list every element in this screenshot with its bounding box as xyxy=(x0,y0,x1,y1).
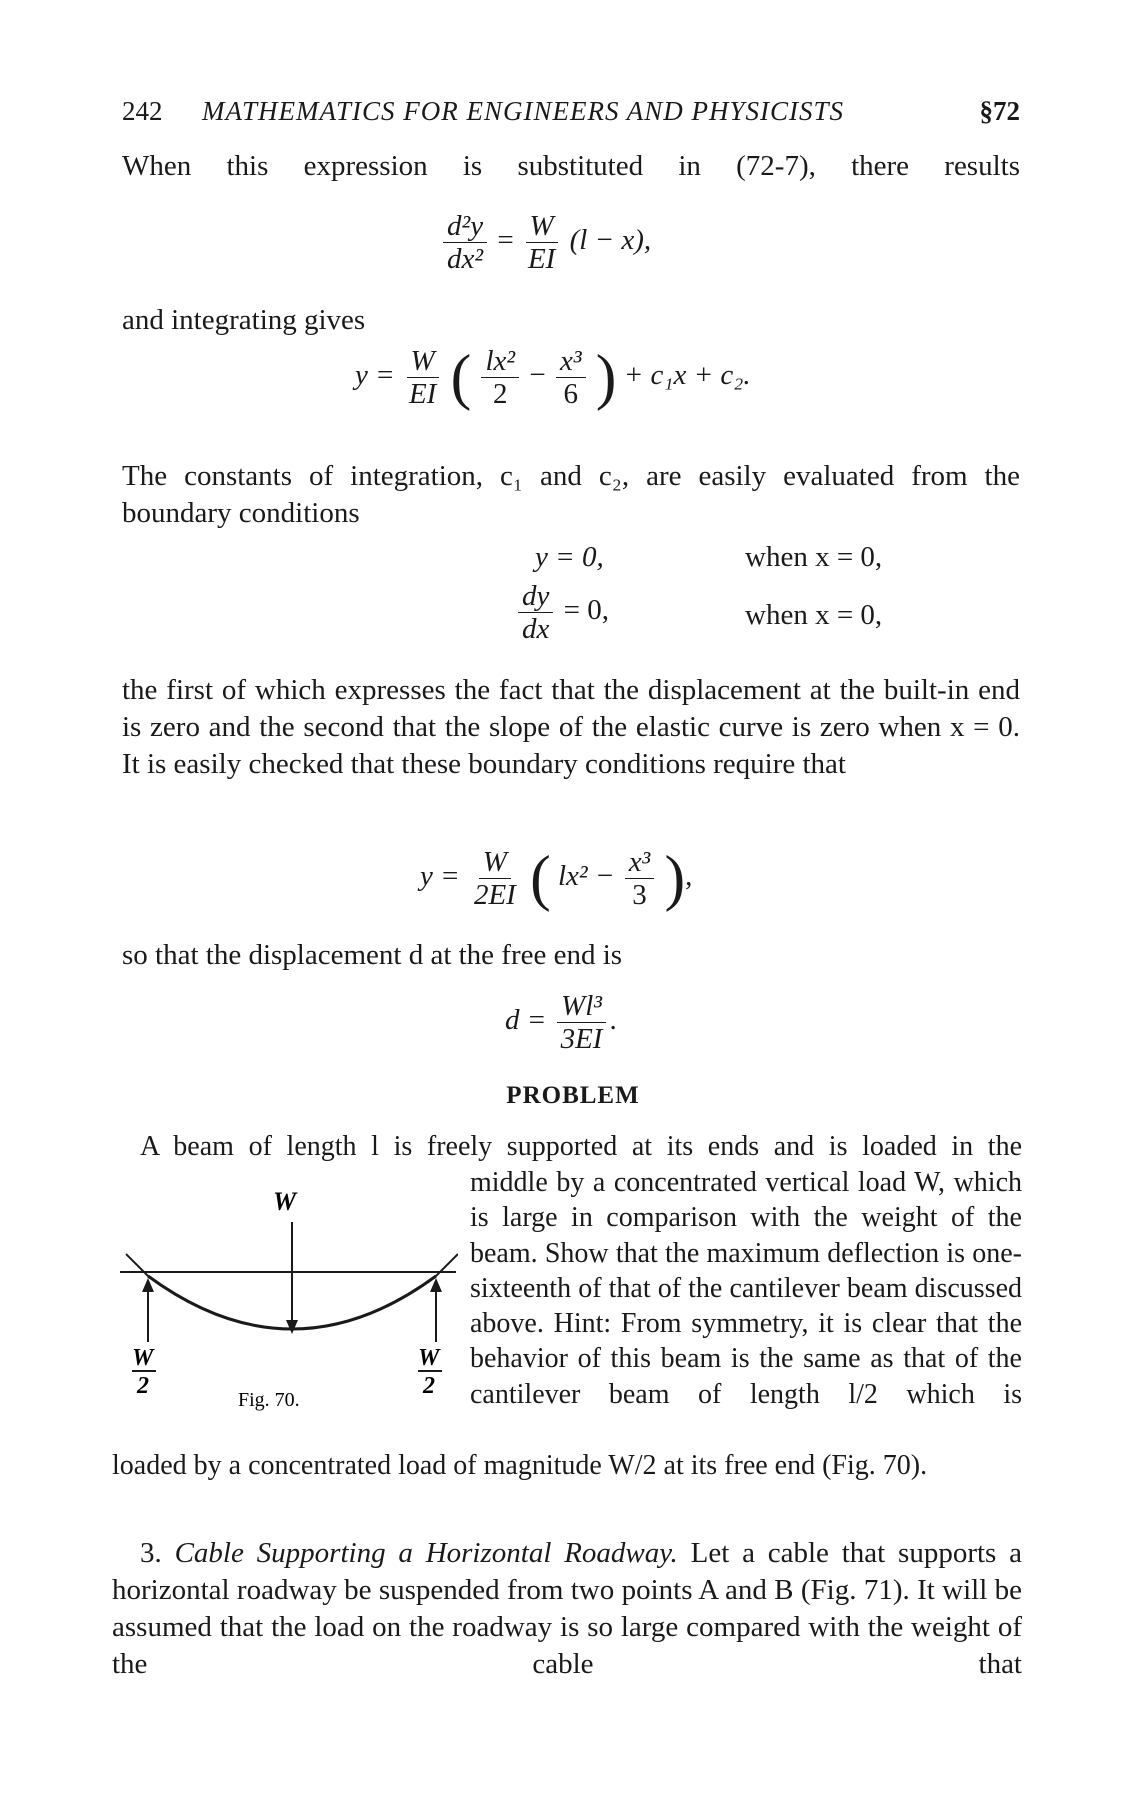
right-reaction-num: W xyxy=(418,1345,440,1371)
equation-4 xyxy=(505,990,617,1055)
page-number: 242 xyxy=(122,96,163,126)
eq2-f2-denominator: 2 xyxy=(493,378,508,410)
section-3-number: 3. xyxy=(140,1537,162,1569)
integrating-text: and integrating gives xyxy=(122,304,366,336)
left-reaction-num: W xyxy=(132,1345,154,1371)
figure-70 xyxy=(118,1182,458,1412)
bc1-lhs: y = 0, xyxy=(535,541,604,573)
eq2-f2-numerator: lx² xyxy=(481,345,519,378)
bc2-numerator: dy xyxy=(518,580,553,613)
figure-caption: Fig. 70. xyxy=(238,1389,300,1411)
eq4-numerator: Wl³ xyxy=(557,990,606,1023)
boundary-condition-1-when: when x = 0, xyxy=(745,541,883,573)
left-reaction-den: 2 xyxy=(137,1373,149,1399)
section-3-body: Let a cable that supports a horizontal roadway be suspended from two points A and B (Fig. 71). It will be assumed that the load on the roadway is so large compared with the weight of the cable that xyxy=(112,1537,1023,1680)
eq2-f3-denominator: 6 xyxy=(563,378,578,410)
equation-1: $\frac{\text{d²y}}{\text{dx²}}$ = $\frac{W}{EI}$ (l − x), xyxy=(440,210,651,275)
eq2-tail: + c₁x + c₂. xyxy=(623,359,751,392)
constants-paragraph: The constants of integration, c₁ and c₂, are easily evaluated from the boundary conditions xyxy=(122,460,1020,529)
eq4-period: . xyxy=(609,1004,617,1037)
problem-continuation: loaded by a concentrated load of magnitude W/2 at its free end (Fig. 70). xyxy=(112,1450,928,1481)
eq4-lhs: d = xyxy=(505,1004,547,1037)
section-3-paragraph xyxy=(112,1535,1022,1683)
load-label: W xyxy=(273,1187,297,1216)
equation-2: y = $\frac{W}{EI}$ ( $\frac{\text{lx²}}{2}$ − $\frac{\text{x³}}{6}$ ) + c₁x + c₂. xyxy=(355,343,751,412)
eq3-inner-numerator: x³ xyxy=(625,846,655,879)
eq3-inner-denominator: 3 xyxy=(632,879,647,911)
displacement-line: so that the displacement d at the free end is xyxy=(122,939,623,971)
equation-3: y = $\frac{W}{2EI}$ ( lx² − $\frac{\text{x³}}{3}$ ), xyxy=(420,844,693,913)
eq1-lhs-denominator: dx² xyxy=(447,243,484,275)
intro-paragraph: When this expression is substituted in (72-7), there results xyxy=(122,150,1020,182)
boundary-condition-1 xyxy=(535,540,604,574)
eq1-rhs-numerator: W xyxy=(526,210,558,243)
eq4-denominator: 3EI xyxy=(560,1023,603,1055)
eq2-lhs: y = xyxy=(355,359,395,392)
section-3-title: Cable Supporting a Horizontal Roadway. xyxy=(174,1537,678,1569)
boundary-condition-2-when: when x = 0, xyxy=(745,599,883,631)
boundary-condition-2 xyxy=(515,580,609,645)
eq3-numerator: W xyxy=(479,846,511,879)
eq1-rhs-denominator: EI xyxy=(527,243,556,275)
problem-side-text: middle by a concentrated vertical load W, which is large in comparison with the weight of the beam. Show that the maximum deflection is one-sixteenth of that of the cantilever beam discussed above. Hint: From symmetry, it is clear that the behavior of this beam is the same as that of the cantilever beam of length l/2 which is xyxy=(470,1167,1022,1410)
eq2-f3-numerator: x³ xyxy=(556,345,586,378)
running-title: MATHEMATICS FOR ENGINEERS AND PHYSICISTS xyxy=(202,96,844,126)
eq3-denominator: 2EI xyxy=(473,879,516,911)
eq2-f1-numerator: W xyxy=(407,345,439,378)
eq1-lhs-numerator: d²y xyxy=(443,210,487,243)
problem-heading: PROBLEM xyxy=(506,1082,640,1109)
bc2-denominator: dx xyxy=(522,613,550,645)
load-arrow-head xyxy=(286,1320,298,1334)
problem-line-1: A beam of length l is freely supported at its ends and is loaded in the xyxy=(140,1131,1022,1162)
eq3-lhs: y = xyxy=(420,860,460,893)
eq1-tail: (l − x), xyxy=(569,224,652,257)
beam-diagram xyxy=(118,1182,458,1412)
right-reaction-den: 2 xyxy=(423,1373,435,1399)
first-of-which-paragraph: the first of which expresses the fact that the displacement at the built-in end is zero and the second that the slope of the elastic curve is zero when x = 0. It is easily checked that these boundary conditions require that xyxy=(122,674,1020,780)
bc2-equals: = 0, xyxy=(563,594,609,627)
eq3-inner: lx² − xyxy=(557,860,615,893)
eq2-f1-denominator: EI xyxy=(408,378,437,410)
section-number: §72 xyxy=(979,96,1020,126)
